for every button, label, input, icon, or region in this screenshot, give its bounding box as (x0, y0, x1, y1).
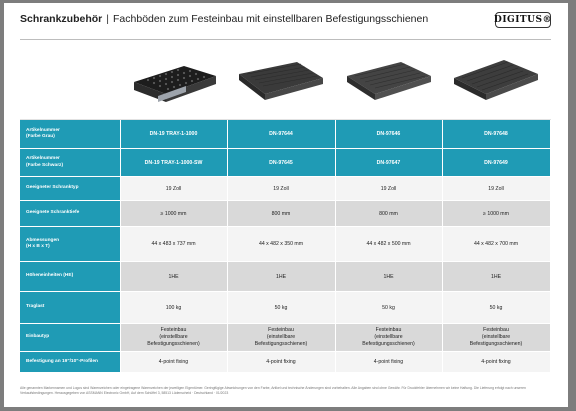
category-title: Schrankzubehör (20, 13, 103, 25)
cell-value: ≥ 1000 mm (442, 201, 550, 227)
cell-value: 1HE (120, 262, 227, 292)
dimensions-row (20, 227, 550, 262)
cell-value: DN-97647 (335, 149, 442, 177)
row-label: Geeignete Schranktiefe (20, 201, 120, 227)
product-image-tray-1000 (120, 45, 227, 120)
cell-value: 50 kg (227, 292, 335, 324)
cell-value: 50 kg (442, 292, 550, 324)
row-label: Geeigneter Schranktyp (20, 177, 120, 201)
product-image-row (20, 45, 550, 120)
article-number-grey-row (20, 120, 550, 149)
cell-value: Festeinbau (einstellbare Befestigungsschienen) (335, 324, 442, 352)
cell-value: DN-97649 (442, 149, 550, 177)
cabinet-depth-row (20, 201, 550, 227)
cell-value: 44 x 482 x 350 mm (227, 227, 335, 262)
cell-value: 4-point fixing (227, 352, 335, 373)
cell-value: DN-97644 (227, 120, 335, 149)
cell-value: DN-97646 (335, 120, 442, 149)
vented-tray-image (128, 52, 220, 112)
cell-value: 4-point fixing (120, 352, 227, 373)
cell-value: 1HE (227, 262, 335, 292)
cell-value: Festeinbau (einstellbare Befestigungsschienen) (120, 324, 227, 352)
header-divider (20, 39, 551, 40)
cell-value: 19 Zoll (227, 177, 335, 201)
shelf-500-image (343, 52, 435, 112)
product-image-97644 (227, 45, 335, 120)
cell-value: 4-point fixing (335, 352, 442, 373)
cell-value: 19 Zoll (335, 177, 442, 201)
mounting-row (20, 352, 550, 373)
cell-value: 4-point fixing (442, 352, 550, 373)
row-label: Traglast (20, 292, 120, 324)
cell-value: 44 x 483 x 737 mm (120, 227, 227, 262)
cabinet-type-row (20, 177, 550, 201)
cell-value: 800 mm (335, 201, 442, 227)
image-row-spacer (20, 45, 120, 120)
row-label: Einbautyp (20, 324, 120, 352)
legal-footer: Alle genannten Markennamen und Logos sind Warenzeichen oder eingetragene Warenzeichen der jeweiligen Eigentümer. Geringfügige Abweichungen von den Farbe, Artikel und technische Änderungen sind vorbehalten. Alle Angaben sind ohne Gewähr. Für Druckfehler übernehmen wir keine Haftung. Die Lieferung erfolgt nach unseren Verkaufsbedingungen. Herausgegeben von ASSMANN Electronic GmbH, Auf dem Schüffel 3, 58513 Lüdenscheid · Deutschland · 01/2023 (20, 386, 526, 395)
row-label: Artikelnummer (Farbe Schwarz) (20, 149, 120, 177)
spec-table (20, 45, 551, 373)
row-label: Befestigung an 19"/10"-Profilen (20, 352, 120, 373)
product-image-97648 (442, 45, 550, 120)
cell-value: Festeinbau (einstellbare Befestigungsschienen) (442, 324, 550, 352)
row-label: Artikelnummer (Farbe Grau) (20, 120, 120, 149)
product-image-97646 (335, 45, 442, 120)
cell-value: 44 x 482 x 700 mm (442, 227, 550, 262)
page-subtitle: Fachböden zum Festeinbau mit einstellbaren Befestigungsschienen (113, 13, 429, 25)
cell-value: DN-19 TRAY-1-1000-SW (120, 149, 227, 177)
cell-value: DN-97648 (442, 120, 550, 149)
cell-value: DN-97645 (227, 149, 335, 177)
cell-value: 1HE (442, 262, 550, 292)
cell-value: 19 Zoll (442, 177, 550, 201)
shelf-350-image (235, 52, 327, 112)
cell-value: ≥ 1000 mm (120, 201, 227, 227)
digitus-logo: DIGITUS® (495, 12, 551, 28)
cell-value: 1HE (335, 262, 442, 292)
page-header (20, 13, 428, 25)
row-label: Höheneinheiten (HE) (20, 262, 120, 292)
cell-value: 44 x 482 x 500 mm (335, 227, 442, 262)
height-units-row (20, 262, 550, 292)
cell-value: 800 mm (227, 201, 335, 227)
row-label: Abmessungen (H x B x T) (20, 227, 120, 262)
spec-sheet-page (4, 3, 568, 407)
cell-value: DN-19 TRAY-1-1000 (120, 120, 227, 149)
cell-value: 100 kg (120, 292, 227, 324)
cell-value: 19 Zoll (120, 177, 227, 201)
header-separator: | (106, 13, 110, 25)
article-number-black-row (20, 149, 550, 177)
load-capacity-row (20, 292, 550, 324)
installation-type-row (20, 324, 550, 352)
cell-value: 50 kg (335, 292, 442, 324)
cell-value: Festeinbau (einstellbare Befestigungsschienen) (227, 324, 335, 352)
shelf-700-image (450, 52, 542, 112)
